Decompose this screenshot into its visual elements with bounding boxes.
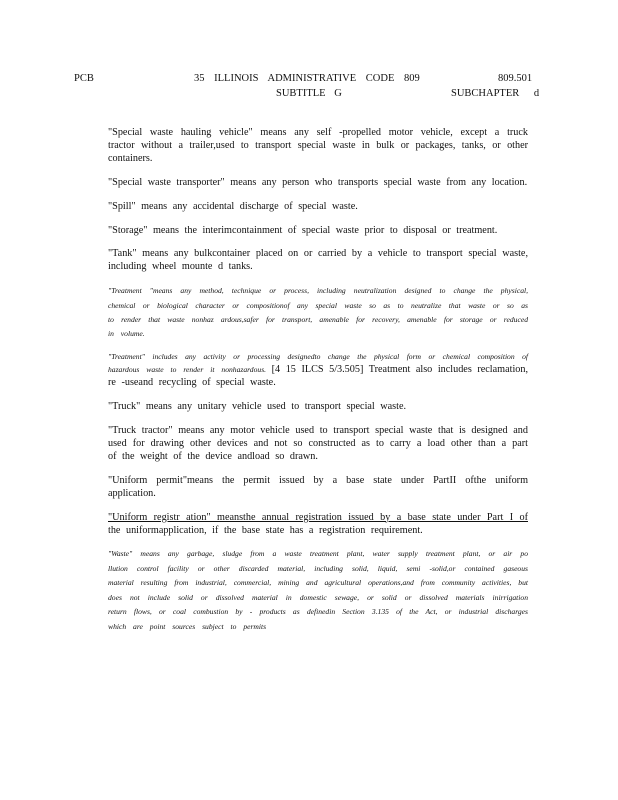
- definition-treatment-statutory: "Treatment "means any method, technique or process, including neutralization designed to change the physical, chemical or biological character or compositionof any special waste so as to neutralize that waste or so as to render that waste nonhaz ardous,safer for transport, amenable for recovery, amenable for storage or reduced in volume.: [108, 286, 528, 339]
- definition-waste: "Waste" means any garbage, sludge from a waste treatment plant, water supply treatment plant, or air po llution control facility or other discarded material, including solid, liquid, semi -solid,or contained gaseous material resulting from industrial, commercial, mining and agricultural operations,and from community activities, but does not include solid or dissolved material in domestic sewage, or solid or dissolved materials inirrigation return flows, or coal combustion by - products as definedin Section 3.135 of the Act, or industrial discharges which are point sources subject to permits: [108, 549, 528, 631]
- definition-spill: "Spill" means any accidental discharge of special waste.: [108, 200, 358, 212]
- header-subchapter: SUBCHAPTER d: [451, 88, 540, 99]
- header-section-number: 809.501: [498, 73, 533, 84]
- definition-special-waste-hauling-vehicle: "Special waste hauling vehicle" means any self -propelled motor vehicle, except a truck tractor without a trailer,used to transport special waste in bulk or packages, tanks, or other containers.: [108, 127, 528, 165]
- header-agency: PCB: [74, 73, 94, 84]
- header-code-title: 35 ILLINOIS ADMINISTRATIVE CODE 809: [194, 73, 420, 84]
- definition-uniform-permit: "Uniform permit"means the permit issued by a base state under PartII ofthe uniform application.: [108, 474, 528, 499]
- definition-uniform-registration: "Uniform registr ation" meansthe annual registration issued by a base state under Part I of the uniformapplication, if the base state has a registration requirement.: [108, 511, 528, 536]
- treatment-reclamation-text: Treatment also includes reclamation, re -useand recycling of special waste.: [108, 363, 529, 389]
- definitions-body: [108, 126, 528, 642]
- definition-treatment-hazardous: [108, 350, 528, 390]
- definition-tank: "Tank" means any bulkcontainer placed on or carried by a vehicle to transport special waste, including wheel mounte d tanks.: [108, 248, 528, 273]
- statute-citation: [4 15 ILCS 5/3.505]: [271, 363, 364, 375]
- uniform-registration-underlined: "Uniform registr ation" meansthe annual registration issued by a base state under Part I of: [108, 511, 528, 523]
- treatment-hazardous-text: "Treatment" includes any activity or processing designedto change the physical form or chemical composition of hazardous waste to render it nonhazardous.: [108, 351, 528, 374]
- definition-truck-tractor: "Truck tractor" means any motor vehicle used to transport special waste that is designed and used for drawing other devices and not so constructed as to carry a load other than a part of the weight of the device andload so drawn.: [108, 424, 528, 462]
- definition-storage: "Storage" means the interimcontainment of special waste prior to disposal or treatment.: [108, 224, 498, 236]
- header-subtitle: SUBTITLE G: [276, 88, 342, 99]
- definition-special-waste-transporter: "Special waste transporter" means any person who transports special waste from any location.: [108, 177, 528, 189]
- definition-truck: "Truck" means any unitary vehicle used to transport special waste.: [108, 400, 407, 412]
